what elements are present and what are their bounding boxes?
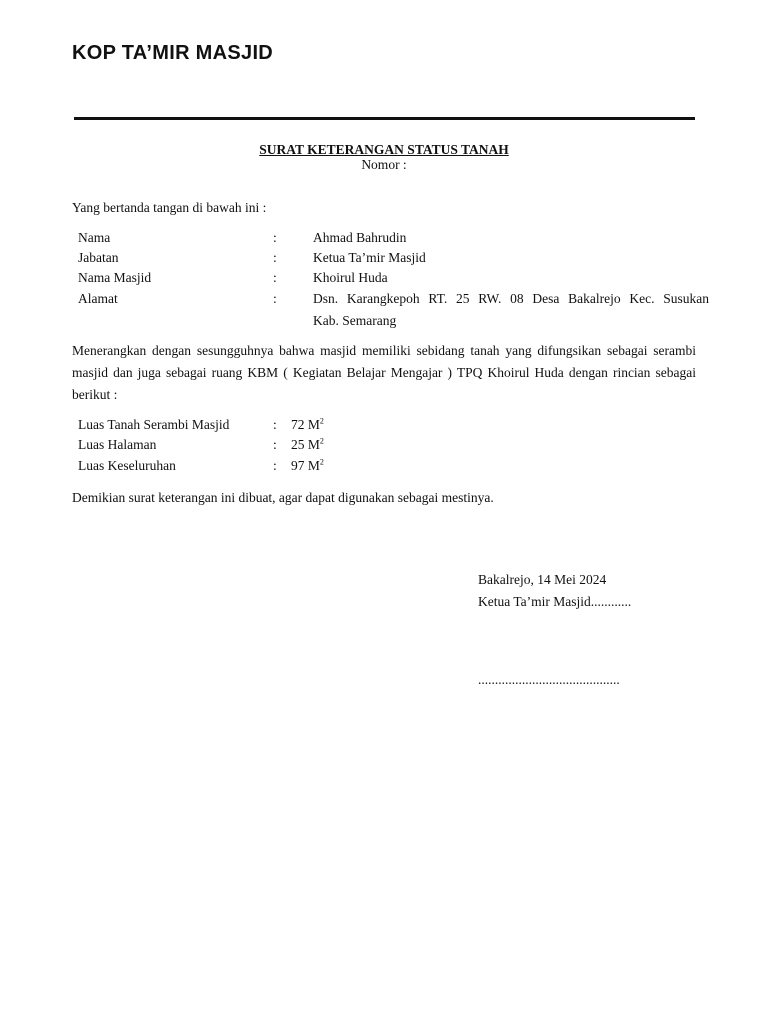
document-number: Nomor :: [361, 157, 407, 172]
signer-value-address: Dsn. Karangkepoh RT. 25 RW. 08 Desa Bakalrejo Kec. Susukan: [313, 291, 709, 306]
signature-place-date: Bakalrejo, 14 Mei 2024: [478, 572, 607, 587]
signature-role: Ketua Ta’mir Masjid............: [478, 594, 632, 609]
land-value-halaman: [291, 435, 324, 455]
closing-text: Demikian surat keterangan ini dibuat, agar dapat digunakan sebagai mestinya.: [72, 490, 494, 505]
letterhead-rule: [74, 117, 695, 120]
land-label-halaman: Luas Halaman: [78, 437, 157, 452]
letterhead-title: KOP TA’MIR MASJID: [72, 42, 274, 64]
signer-label-mosque: Nama Masjid: [78, 270, 152, 285]
signer-label-address: Alamat: [78, 291, 118, 306]
land-value-total: [291, 456, 324, 476]
land-value-total-text: 97 M: [291, 458, 320, 473]
document-title: [0, 142, 768, 158]
signer-value-name: Ahmad Bahrudin: [313, 230, 407, 245]
signer-value-position: Ketua Ta’mir Masjid: [313, 250, 426, 265]
land-value-total-exp: 2: [319, 457, 324, 467]
signer-sep-mosque: :: [273, 270, 277, 285]
signer-sep-position: :: [273, 250, 277, 265]
document-title-text: SURAT KETERANGAN STATUS TANAH: [259, 142, 509, 157]
signature-line: ..........................................: [478, 672, 620, 687]
signer-sep-name: :: [273, 230, 277, 245]
signer-label-name: Nama: [78, 230, 111, 245]
land-label-serambi: Luas Tanah Serambi Masjid: [78, 417, 230, 432]
signer-value-address-line2: Kab. Semarang: [313, 313, 397, 328]
intro-text: Yang bertanda tangan di bawah ini :: [72, 200, 267, 215]
land-value-serambi: [291, 415, 324, 435]
land-value-halaman-text: 25 M: [291, 437, 320, 452]
land-value-halaman-exp: 2: [319, 436, 324, 446]
land-sep-halaman: :: [273, 437, 277, 452]
land-label-total: Luas Keseluruhan: [78, 458, 176, 473]
signer-value-mosque: Khoirul Huda: [313, 270, 388, 285]
land-value-serambi-exp: 2: [319, 416, 324, 426]
land-value-serambi-text: 72 M: [291, 417, 320, 432]
land-sep-serambi: :: [273, 417, 277, 432]
statement-paragraph: Menerangkan dengan sesungguhnya bahwa masjid memiliki sebidang tanah yang difungsikan sebagai serambi masjid dan juga sebagai ruang KBM ( Kegiatan Belajar Mengajar ) TPQ Khoirul Huda dengan rincian sebagai berikut :: [72, 343, 696, 402]
signer-sep-address: :: [273, 291, 277, 306]
signer-label-position: Jabatan: [78, 250, 119, 265]
land-sep-total: :: [273, 458, 277, 473]
